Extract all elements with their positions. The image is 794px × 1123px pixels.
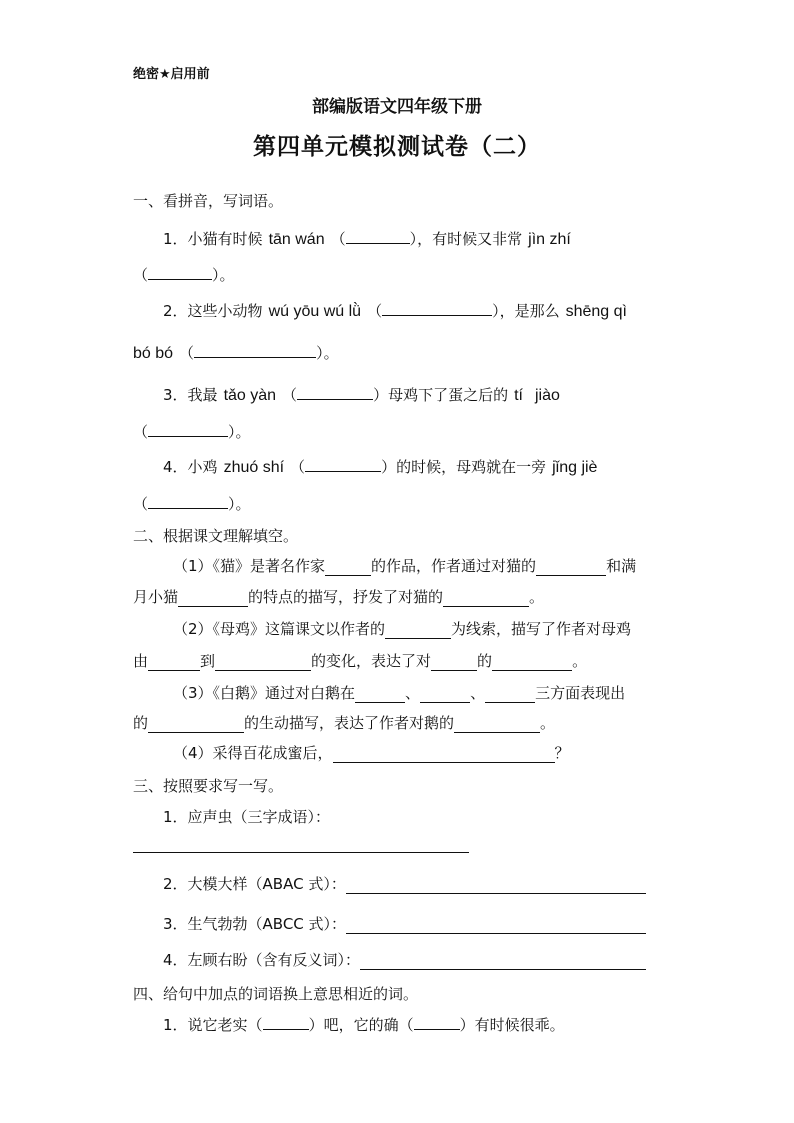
answer-blank[interactable] — [454, 714, 540, 733]
q1-item-1-line-b: （ ）。 — [133, 266, 235, 284]
answer-blank[interactable] — [263, 1015, 309, 1030]
answer-blank[interactable] — [492, 652, 572, 671]
q1-item-1-line-a: 1．小猫有时候 tān wán （ ），有时候又非常 jìn zhí — [163, 230, 571, 248]
q1-item-4-line-a: 4．小鸡 zhuó shí （ ）的时候，母鸡就在一旁 jǐng jiè — [163, 458, 598, 476]
q4-item-1: 1．说它老实（ ）吧，它的确（ ）有时候很乖。 — [163, 1016, 565, 1034]
pinyin: jìn zhí — [528, 231, 571, 248]
answer-blank[interactable] — [431, 652, 477, 671]
q2-item-3-line-b: 的 的生动描写，表达了作者对鹅的 。 — [133, 714, 556, 732]
answer-line[interactable] — [133, 852, 469, 853]
pinyin: tān wán — [268, 231, 325, 248]
q1-item-2-line-b: bó bó （ ）。 — [133, 344, 339, 362]
answer-blank[interactable] — [148, 714, 244, 733]
q2-item-3-line-a: （3）《白鹅》通过对白鹅在 、 、 三方面表现出 — [173, 684, 626, 702]
answer-blank[interactable] — [420, 684, 470, 703]
q3-item-1: 1．应声虫（三字成语）： — [163, 808, 331, 826]
pinyin: shēng qì — [565, 303, 627, 320]
pinyin: tí — [514, 387, 523, 404]
answer-blank[interactable] — [346, 915, 646, 934]
section-1-heading: 一、看拼音，写词语。 — [133, 192, 284, 210]
pinyin: jiào — [534, 387, 560, 404]
answer-blank[interactable] — [297, 385, 373, 400]
exam-title: 第四单元模拟测试卷（二） — [253, 134, 541, 160]
section-2-heading: 二、根据课文理解填空。 — [133, 527, 299, 545]
answer-blank[interactable] — [355, 684, 405, 703]
answer-blank[interactable] — [485, 684, 535, 703]
answer-blank[interactable] — [215, 652, 311, 671]
q2-item-4-line: （4）采得百花成蜜后， ？ — [173, 744, 570, 762]
answer-blank[interactable] — [325, 557, 371, 576]
q3-item-3: 3．生气勃勃（ABCC 式）： — [163, 913, 646, 934]
q2-item-2-line-b: 由 到 的变化，表达了对 的 。 — [133, 652, 588, 670]
answer-blank[interactable] — [178, 588, 248, 607]
answer-blank[interactable] — [148, 422, 228, 437]
answer-blank[interactable] — [360, 951, 646, 970]
answer-blank[interactable] — [148, 494, 228, 509]
q2-item-1-line-b: 月小猫 的特点的描写，抒发了对猫的 。 — [133, 588, 545, 606]
answer-blank[interactable] — [148, 652, 200, 671]
pinyin: tǎo yàn — [223, 387, 277, 404]
section-4-heading: 四、给句中加点的词语换上意思相近的词。 — [133, 985, 419, 1003]
pinyin: bó bó — [133, 345, 174, 362]
answer-blank[interactable] — [382, 301, 492, 316]
section-3-heading: 三、按照要求写一写。 — [133, 777, 284, 795]
answer-blank[interactable] — [305, 457, 381, 472]
q2-item-1-line-a: （1）《猫》是著名作家 的作品，作者通过对猫的 和满 — [173, 557, 637, 575]
q3-item-4: 4．左顾右盼（含有反义词）： — [163, 949, 646, 970]
pinyin: wú yōu wú lǜ — [268, 303, 362, 320]
pinyin: jǐng jiè — [552, 459, 598, 476]
pinyin: zhuó shí — [223, 459, 285, 476]
q3-item-2: 2．大模大样（ABAC 式）： — [163, 873, 646, 894]
q1-item-3-line-b: （ ）。 — [133, 423, 251, 441]
answer-blank[interactable] — [148, 265, 212, 280]
q1-item-2-line-a: 2．这些小动物 wú yōu wú lǜ （ ），是那么 shēng qì — [163, 302, 627, 320]
q2-item-2-line-a: （2）《母鸡》这篇课文以作者的 为线索，描写了作者对母鸡 — [173, 620, 632, 638]
answer-blank[interactable] — [333, 744, 555, 763]
answer-blank[interactable] — [443, 588, 529, 607]
answer-blank[interactable] — [194, 343, 316, 358]
answer-blank[interactable] — [346, 875, 646, 894]
answer-blank[interactable] — [385, 620, 451, 639]
answer-blank[interactable] — [414, 1015, 460, 1030]
answer-blank[interactable] — [346, 229, 410, 244]
q1-item-4-line-b: （ ）。 — [133, 495, 251, 513]
confidential-label: 绝密★启用前 — [133, 67, 210, 82]
exam-subtitle: 部编版语文四年级下册 — [312, 97, 482, 117]
answer-blank[interactable] — [536, 557, 606, 576]
q1-item-3-line-a: 3．我最 tǎo yàn （ ）母鸡下了蛋之后的 tí jiào — [163, 386, 560, 404]
